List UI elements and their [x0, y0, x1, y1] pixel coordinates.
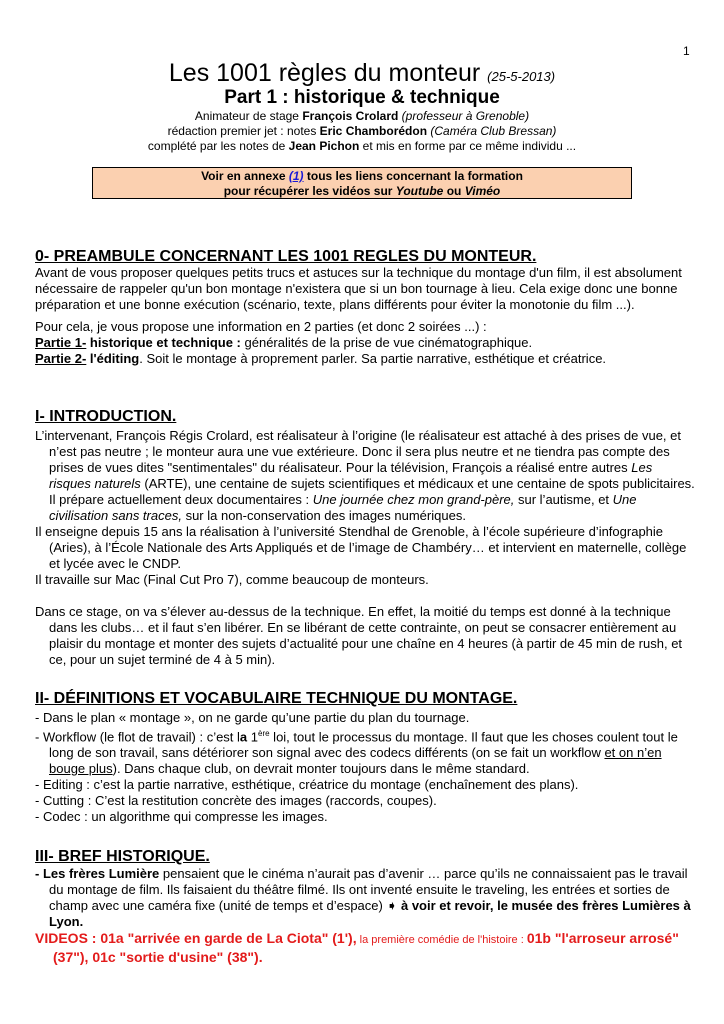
arrow-icon: ➧: [386, 898, 398, 913]
section-1-heading: I- INTRODUCTION.: [35, 408, 177, 425]
document-subtitle: Part 1 : historique & technique: [224, 87, 500, 108]
credit-line-1: Animateur de stage François Crolard (professeur à Grenoble): [194, 109, 530, 123]
section-1-body: [35, 428, 695, 668]
section-0-para-2: Pour cela, je vous propose une information en 2 parties (et donc 2 soirées ...) :: [35, 319, 487, 334]
section-0-body: [35, 265, 695, 367]
annex-link[interactable]: (1): [288, 169, 304, 183]
section-0-para-1: Avant de vous proposer quelques petits trucs et astuces sur la technique du montage d'un film, il est absolument nécessaire de rappeler qu'un bon montage n'existera que si un bon tournage à lieu. Cela exige donc une bonne préparation et une bonne exécution (scénario, texte, plans différents pour éviter la monotonie du film ...).: [35, 265, 682, 312]
document-title: [0, 59, 724, 88]
section-3-body: [35, 866, 695, 966]
section-2-heading: II- DÉFINITIONS ET VOCABULAIRE TECHNIQUE DU MONTAGE.: [35, 690, 518, 707]
section-0-heading: 0- PREAMBULE CONCERNANT LES 1001 REGLES DU MONTEUR.: [35, 248, 537, 265]
section-1-para-2: Il enseigne depuis 15 ans la réalisation à l’université Stendhal de Grenoble, à l’école supérieure d’infographie (Aries), à l’École Nationale des Arts Appliqués et de l’image de Chambéry… et intervient en maternelle, collège et lycée avec le CNDP.: [35, 524, 687, 571]
section-1-para-4: Dans ce stage, on va s’élever au-dessus de la technique. En effet, la moitié du temps est donné à la technique dans les clubs… et il faut s’en libérer. En se libérant de cette contrainte, on peut se consacrer entièrement au plaisir du montage et monter des sujets d’actualité pour une chaîne en 4 heures (à partir de 45 min de rush, et ce, pour un sujet terminé de 4 à 5 min).: [35, 604, 683, 667]
videos-line: VIDEOS : 01a "arrivée en garde de La Ciota" (1'), la première comédie de l'histoire : 01b "l'arroseur arrosé" (37"), 01c "sortie d'usine" (38").: [35, 930, 679, 965]
section-1-para-3: Il travaille sur Mac (Final Cut Pro 7), comme beaucoup de monteurs.: [35, 572, 429, 587]
section-3-para-1: - Les frères Lumière pensaient que le cinéma n’aurait pas d’avenir … parce qu’ils ne connaissaient pas le travail du montage de film. Ils faisaient du théâtre filmé. Ils ont inventé ensuite le traveling, les entrées et sorties de champ avec une caméra fixe (unité de temps et d’espace) ➧ à voir et revoir, le musée des frères Lumières à Lyon.: [35, 866, 691, 929]
page-number: 1: [683, 44, 690, 58]
section-0-part1: Partie 1- historique et technique : généralités de la prise de vue cinématographique.: [35, 335, 533, 350]
section-3-heading: III- BREF HISTORIQUE.: [35, 848, 210, 865]
title-date: (25-5-2013): [487, 69, 556, 84]
credit-line-2: rédaction premier jet : notes Eric Chamborédon (Caméra Club Bressan): [167, 124, 557, 138]
definition-item-workflow: - Workflow (le flot de travail) : c’est la 1ère loi, tout le processus du montage. Il faut que les choses coulent tout le long de son travail, sans détériorer son signal avec des codecs différents (on se fait un workflow et on n’en bouge plus). Dans chaque club, on devrait monter toujours dans le même standard.: [35, 729, 678, 777]
section-0-part2: Partie 2- l'éditing. Soit le montage à proprement parler. Sa partie narrative, esthétique et créatrice.: [35, 351, 607, 366]
definition-item-editing: - Editing : c’est la partie narrative, esthétique, créatrice du montage (enchaînement des plans).: [35, 777, 579, 793]
definition-item: - Dans le plan « montage », on ne garde qu’une partie du plan du tournage.: [35, 710, 470, 725]
section-1-para-1: L’intervenant, François Régis Crolard, est réalisateur à l’origine (le réalisateur est attaché à des prises de vue, et n’est pas neutre ; le monteur aura une vue extérieure. Donc il sera plus neutre et ne tiendra pas compte des prises de vues dites "sentimentales" du réalisateur. Pour la télévision, François a réalisé entre autres Les risques naturels (ARTE), une centaine de sujets scientifiques et médicaux et une centaine de spots publicitaires. Il prépare actuellement deux documentaires : Une journée chez mon grand-père, sur l’autisme, et Une civilisation sans traces, sur la non-conservation des images numériques.: [35, 428, 695, 523]
definition-item-cutting: - Cutting : C’est la restitution concrète des images (raccords, coupes).: [35, 793, 437, 809]
section-2-body: [35, 710, 695, 825]
credit-line-3: complété par les notes de Jean Pichon et mis en forme par ce même individu ...: [147, 139, 577, 153]
title-text: Les 1001 règles du monteur: [168, 59, 481, 87]
definition-item-codec: - Codec : un algorithme qui compresse les images.: [35, 809, 328, 825]
annex-notice-box: Voir en annexe (1) tous les liens concernant la formation pour récupérer les vidéos sur Youtube ou Viméo: [92, 167, 632, 199]
